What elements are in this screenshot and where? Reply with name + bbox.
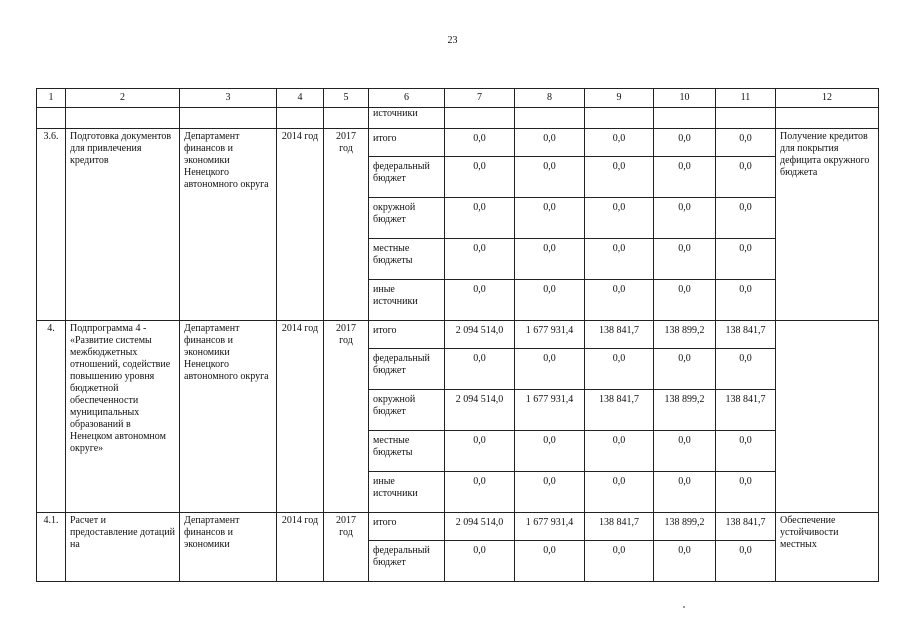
section-name: Расчет и предоставление дотаций на (66, 513, 180, 582)
expected-result: Обеспечение устойчивости местных (776, 513, 879, 582)
section-name: Подпрограмма 4 - «Развитие системы межбюджетных отношений, содействие повышению уровня бюджетной обеспеченности муниципальных образований в Ненецком автономном округе» (66, 321, 180, 513)
amount-cell: 0,0 (585, 157, 654, 198)
amount-cell: 0,0 (515, 541, 585, 582)
funding-source: итого (369, 321, 445, 349)
amount-cell: 0,0 (515, 472, 585, 513)
responsible-executor: Департамент финансов и экономики Ненецкого автономного округа (180, 129, 277, 321)
funding-source: федеральный бюджет (369, 157, 445, 198)
amount-cell: 2 094 514,0 (445, 390, 515, 431)
expected-result (776, 321, 879, 513)
amount-cell: 0,0 (445, 431, 515, 472)
amount-cell: 0,0 (515, 157, 585, 198)
responsible-executor: Департамент финансов и экономики Ненецкого автономного округа (180, 321, 277, 513)
amount-cell: 0,0 (716, 541, 776, 582)
funding-source: итого (369, 129, 445, 157)
amount-cell: 138 841,7 (716, 513, 776, 541)
column-header: 12 (776, 89, 879, 108)
amount-cell: 0,0 (716, 280, 776, 321)
start-year: 2014 год (277, 513, 324, 582)
amount-cell: 1 677 931,4 (515, 390, 585, 431)
column-header: 8 (515, 89, 585, 108)
amount-cell: 0,0 (654, 349, 716, 390)
column-header: 9 (585, 89, 654, 108)
amount-cell: 0,0 (716, 239, 776, 280)
expected-result: Получение кредитов для покрытия дефицита окружного бюджета (776, 129, 879, 321)
column-header: 11 (716, 89, 776, 108)
amount-cell: 138 841,7 (585, 390, 654, 431)
column-header: 6 (369, 89, 445, 108)
section-number: 3.6. (37, 129, 66, 321)
amount-cell: 138 841,7 (585, 321, 654, 349)
amount-cell: 0,0 (654, 239, 716, 280)
funding-source: федеральный бюджет (369, 349, 445, 390)
responsible-executor: Департамент финансов и экономики (180, 513, 277, 582)
amount-cell: 0,0 (445, 198, 515, 239)
column-header: 1 (37, 89, 66, 108)
amount-cell: 0,0 (515, 431, 585, 472)
amount-cell: 0,0 (585, 472, 654, 513)
amount-cell: 0,0 (716, 472, 776, 513)
amount-cell: 138 899,2 (654, 321, 716, 349)
amount-cell: 0,0 (515, 239, 585, 280)
amount-cell: 0,0 (654, 198, 716, 239)
amount-cell: 0,0 (445, 280, 515, 321)
column-header: 3 (180, 89, 277, 108)
amount-cell: 138 841,7 (716, 321, 776, 349)
column-header: 7 (445, 89, 515, 108)
amount-cell: 0,0 (716, 431, 776, 472)
funding-source: окружной бюджет (369, 390, 445, 431)
funding-source: итого (369, 513, 445, 541)
funding-source: источники (369, 108, 445, 129)
scan-speck (683, 606, 685, 608)
end-year: 2017 год (324, 321, 369, 513)
start-year: 2014 год (277, 129, 324, 321)
amount-cell: 1 677 931,4 (515, 321, 585, 349)
amount-cell: 0,0 (445, 239, 515, 280)
table-row (37, 321, 879, 349)
end-year: 2017 год (324, 513, 369, 582)
amount-cell: 0,0 (515, 280, 585, 321)
budget-table (36, 88, 879, 582)
amount-cell: 138 899,2 (654, 390, 716, 431)
funding-source: местные бюджеты (369, 239, 445, 280)
amount-cell: 0,0 (585, 280, 654, 321)
funding-source: иные источники (369, 472, 445, 513)
funding-source: местные бюджеты (369, 431, 445, 472)
page-number: 23 (447, 35, 458, 46)
amount-cell: 0,0 (716, 157, 776, 198)
amount-cell: 1 677 931,4 (515, 513, 585, 541)
amount-cell: 0,0 (654, 157, 716, 198)
amount-cell: 0,0 (654, 280, 716, 321)
amount-cell: 2 094 514,0 (445, 513, 515, 541)
column-header: 2 (66, 89, 180, 108)
amount-cell: 0,0 (585, 349, 654, 390)
amount-cell: 2 094 514,0 (445, 321, 515, 349)
amount-cell: 0,0 (585, 198, 654, 239)
section-number: 4. (37, 321, 66, 513)
amount-cell: 138 899,2 (654, 513, 716, 541)
amount-cell: 0,0 (515, 349, 585, 390)
funding-source: федеральный бюджет (369, 541, 445, 582)
amount-cell: 138 841,7 (585, 513, 654, 541)
amount-cell: 0,0 (445, 472, 515, 513)
table-row (37, 513, 879, 541)
amount-cell: 0,0 (445, 541, 515, 582)
funding-source: иные источники (369, 280, 445, 321)
amount-cell: 0,0 (445, 157, 515, 198)
column-number-header (37, 89, 879, 108)
section-number: 4.1. (37, 513, 66, 582)
column-header: 5 (324, 89, 369, 108)
table-row (37, 129, 879, 157)
amount-cell: 0,0 (654, 431, 716, 472)
amount-cell: 0,0 (654, 541, 716, 582)
column-header: 4 (277, 89, 324, 108)
section-name: Подготовка документов для привлечения кредитов (66, 129, 180, 321)
amount-cell: 0,0 (515, 198, 585, 239)
amount-cell: 0,0 (654, 129, 716, 157)
amount-cell: 0,0 (654, 472, 716, 513)
amount-cell: 0,0 (585, 431, 654, 472)
amount-cell: 0,0 (716, 129, 776, 157)
amount-cell: 0,0 (445, 129, 515, 157)
amount-cell: 0,0 (585, 129, 654, 157)
amount-cell: 0,0 (585, 541, 654, 582)
amount-cell: 0,0 (515, 129, 585, 157)
end-year: 2017 год (324, 129, 369, 321)
funding-source: окружной бюджет (369, 198, 445, 239)
amount-cell: 0,0 (445, 349, 515, 390)
column-header: 10 (654, 89, 716, 108)
amount-cell: 0,0 (716, 198, 776, 239)
start-year: 2014 год (277, 321, 324, 513)
continuation-row (37, 108, 879, 129)
amount-cell: 138 841,7 (716, 390, 776, 431)
amount-cell: 0,0 (585, 239, 654, 280)
amount-cell: 0,0 (716, 349, 776, 390)
